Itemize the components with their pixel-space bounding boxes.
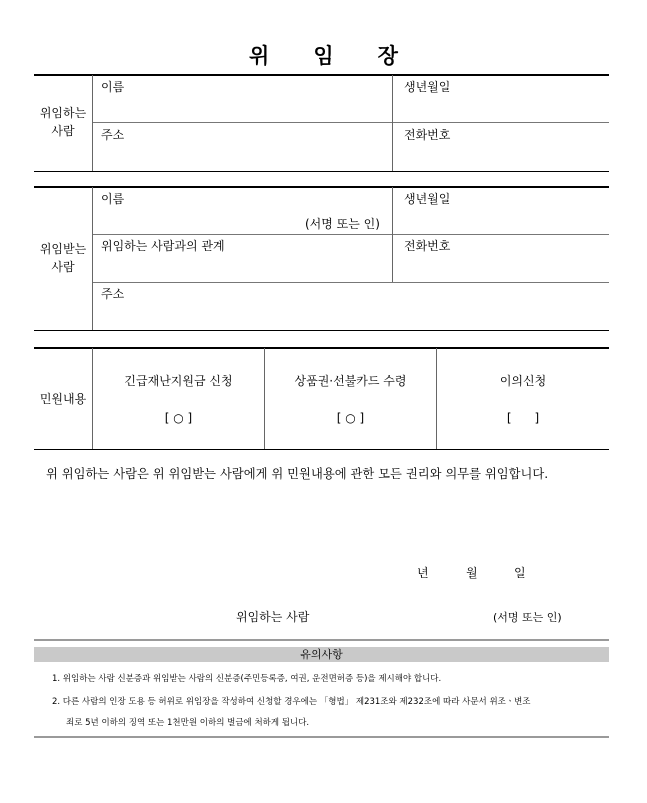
request-label: 민원내용: [39, 392, 87, 406]
signer-signature-note[interactable]: (서명 또는 인): [493, 611, 562, 624]
title-char-3: 장: [377, 44, 398, 68]
option-disaster-relief-checkbox[interactable]: [ ○ ]: [164, 411, 193, 425]
option-voucher-card-checkbox[interactable]: [ ○ ]: [336, 411, 365, 425]
request-option-divider-1: [264, 348, 265, 449]
delegator-top-border: [34, 74, 609, 76]
option-objection-label: 이의신청: [499, 374, 547, 388]
date-year[interactable]: 년: [417, 566, 429, 580]
title-char-1: 위: [249, 44, 270, 68]
delegator-bottom-border: [34, 171, 609, 172]
option-voucher-card-label: 상품권·선불카드 수령: [294, 374, 407, 388]
notice-bottom-border: [34, 736, 609, 738]
delegator-label-line1: 위임하는: [39, 106, 87, 120]
delegatee-name-field[interactable]: 이름: [101, 192, 125, 206]
delegator-label-line2: 사람: [51, 124, 75, 138]
delegatee-row-divider-2: [92, 282, 609, 283]
notice-heading: 유의사항: [34, 647, 609, 662]
delegator-column-divider: [392, 75, 393, 171]
document-title: [0, 40, 647, 70]
delegatee-label-line1: 위임받는: [39, 242, 87, 256]
delegatee-bottom-border: [34, 330, 609, 331]
notice-item-2-line-2: 죄로 5년 이하의 징역 또는 1천만원 이하의 벌금에 처하게 됩니다.: [66, 718, 310, 728]
delegator-phone-field[interactable]: 전화번호: [404, 128, 451, 142]
delegator-row-divider: [92, 122, 609, 123]
delegatee-label-line2: 사람: [51, 260, 75, 274]
option-objection-checkbox[interactable]: [ ]: [506, 411, 540, 425]
notice-top-border: [34, 639, 609, 641]
notice-item-2-line-1: 2. 다른 사람의 인장 도용 등 허위로 위임장을 작성하여 신청할 경우에는 「형법」 제231조와 제232조에 따라 사문서 위조ㆍ변조: [52, 697, 531, 707]
delegatee-birth-field[interactable]: 생년월일: [404, 192, 451, 206]
delegatee-address-field[interactable]: 주소: [101, 287, 125, 301]
delegator-birth-field[interactable]: 생년월일: [404, 80, 451, 94]
delegatee-relation-field[interactable]: 위임하는 사람과의 관계: [101, 239, 225, 253]
notice-item-1: 1. 위임하는 사람 신분증과 위임받는 사람의 신분증(주민등록증, 여권, 운전면허증 등)을 제시해야 합니다.: [52, 674, 442, 684]
delegatee-signature-note: (서명 또는 인): [305, 217, 380, 231]
delegation-statement: 위 위임하는 사람은 위 위임받는 사람에게 위 민원내용에 관한 모든 권리와 의무를 위임합니다.: [46, 467, 549, 481]
request-top-border: [34, 347, 609, 349]
title-char-2: 임: [313, 44, 334, 68]
signer-label: 위임하는 사람: [236, 610, 310, 624]
delegatee-row-divider-1: [92, 234, 609, 235]
delegatee-label-divider: [92, 187, 93, 330]
delegator-address-field[interactable]: 주소: [101, 128, 125, 142]
delegator-label-divider: [92, 75, 93, 171]
delegatee-top-border: [34, 186, 609, 188]
delegatee-column-divider: [392, 187, 393, 282]
delegator-name-field[interactable]: 이름: [101, 80, 125, 94]
delegatee-phone-field[interactable]: 전화번호: [404, 239, 451, 253]
date-day[interactable]: 일: [514, 566, 526, 580]
date-month[interactable]: 월: [466, 566, 478, 580]
delegatee-label: [34, 240, 92, 276]
delegator-label: [34, 104, 92, 140]
option-disaster-relief-label: 긴급재난지원금 신청: [124, 374, 233, 388]
request-bottom-border: [34, 449, 609, 450]
request-option-divider-2: [436, 348, 437, 449]
request-label-divider: [92, 348, 93, 449]
